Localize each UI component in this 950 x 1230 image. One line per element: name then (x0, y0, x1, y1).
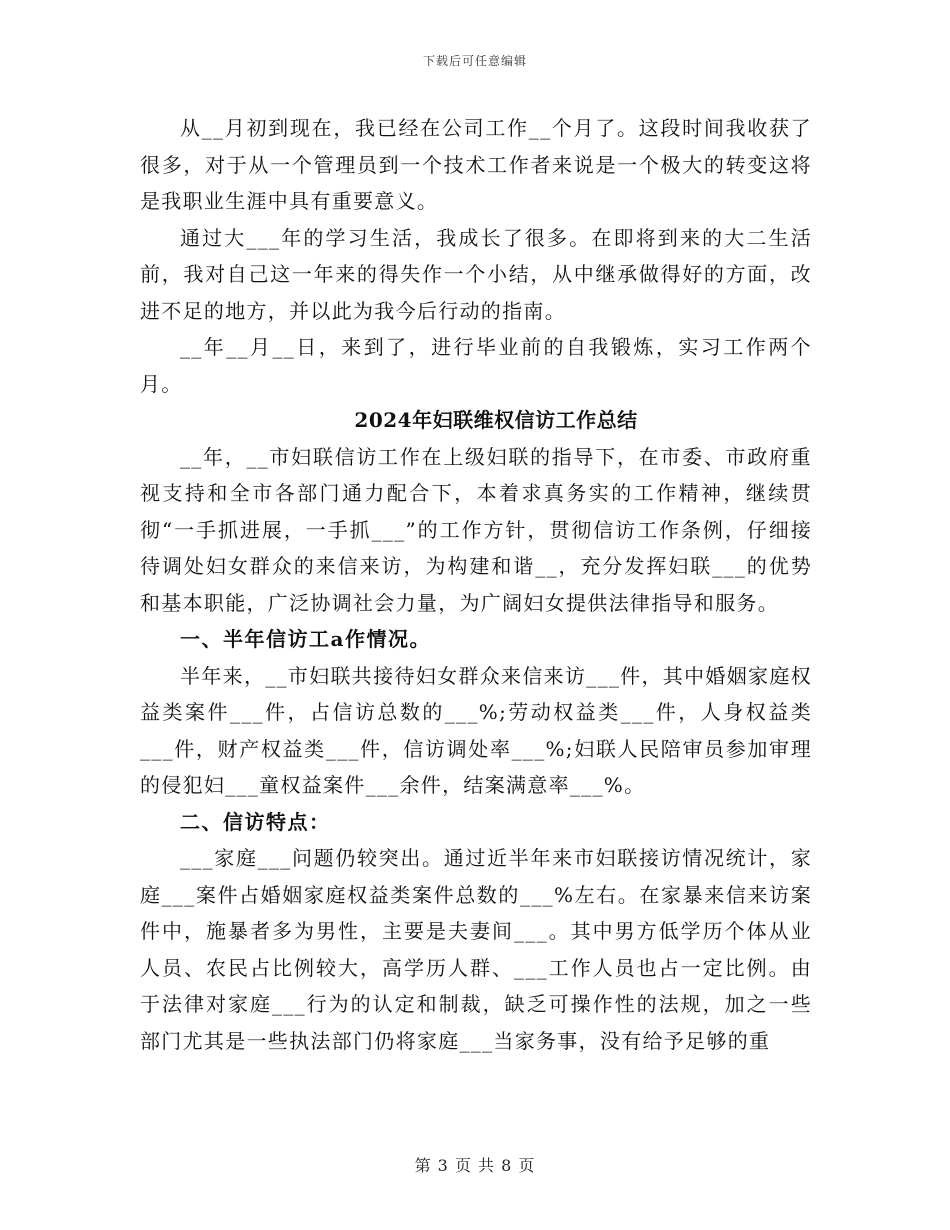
paragraph-study-summary: 通过大___年的学习生活，我成长了很多。在即将到来的大二生活前，我对自己这一年来的得失作一个小结，从中继承做得好的方面，改进不足的地方，并以此为我今后行动的指南。 (140, 225, 812, 323)
section-body-2: ___家庭___问题仍较突出。通过近半年来市妇联接访情况统计，家庭___案件占婚姻家庭权益类案件总数的___%左右。在家暴来信来访案件中，施暴者多为男性，主要是夫妻间___。其中男方低学历个体从业人员、农民占比例较大，高学历人群、___工作人员也占一定比例。由于法律对家庭___行为的认定和制裁，缺乏可操作性的法规，加之一些部门尤其是一些执法部门仍将家庭___当家务事，没有给予足够的重 (140, 846, 812, 1053)
article-title: 2024年妇联维权信访工作总结 (354, 408, 638, 432)
section-heading-2: 二、信访特点： (180, 809, 331, 834)
paragraph-work-experience: 从__月初到现在，我已经在公司工作__个月了。这段时间我收获了很多，对于从一个管理员到一个技术工作者来说是一个极大的转变这将是我职业生涯中具有重要意义。 (140, 116, 812, 213)
section-heading-1: 一、半年信访工a作情况。 (180, 627, 431, 651)
paragraph-internship: __年__月__日，来到了，进行毕业前的自我锻炼，实习工作两个月。 (140, 335, 812, 396)
page-header: 下载后可任意编辑 (422, 54, 527, 68)
page-number-footer: 第 3 页 共 8 页 (414, 1156, 536, 1175)
article-intro: __年，__市妇联信访工作在上级妇联的指导下，在市委、市政府重视支持和全市各部门通力配合下，本着求真务实的工作精神，继续贯彻“一手抓进展，一手抓___”的工作方针，贯彻信访工作条例，仔细接待调处妇女群众的来信来访，为构建和谐__，充分发挥妇联___的优势和基本职能，广泛协调社会力量，为广阔妇女提供法律指导和服务。 (140, 444, 812, 615)
section-body-1: 半年来，__市妇联共接待妇女群众来信来访___件，其中婚姻家庭权益类案件___件，占信访总数的___%;劳动权益类___件，人身权益类___件，财产权益类___件，信访调处率___%;妇联人民陪审员参加审理的侵犯妇___童权益案件___余件，结案满意率___%。 (140, 663, 812, 797)
document-body (140, 110, 812, 1059)
